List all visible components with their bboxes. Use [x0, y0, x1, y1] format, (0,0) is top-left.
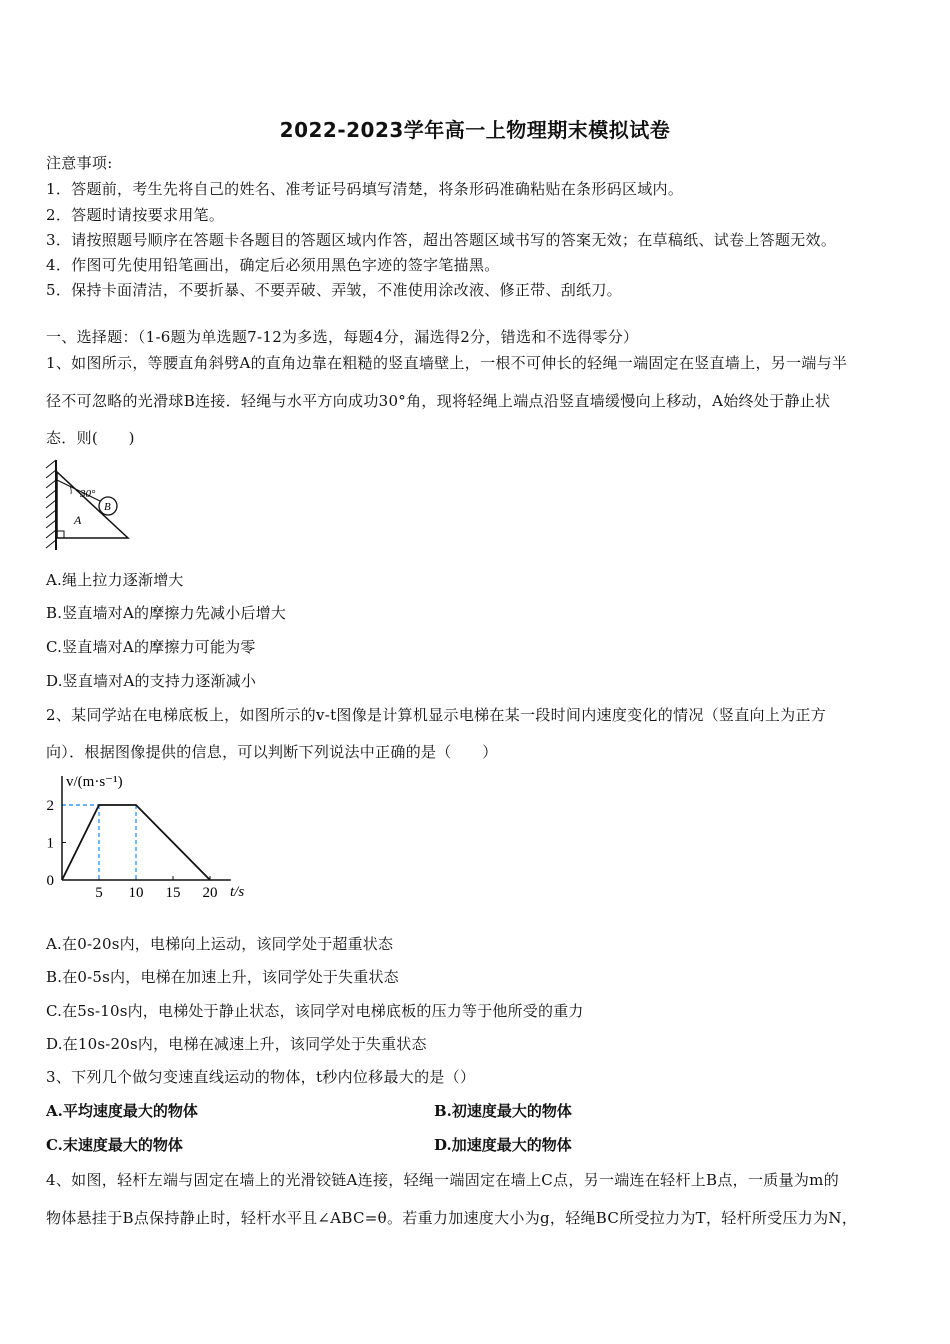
q1-stem-line: 径不可忽略的光滑球B连接．轻绳与水平方向成功30°角，现将轻绳上端点沿竖直墙缓慢向上移动，A始终处于静止状 — [46, 392, 831, 410]
q2-stem-line: 2、某同学站在电梯底板上，如图所示的v-t图像是计算机显示电梯在某一段时间内速度变化的情况（竖直向上为正方 — [46, 706, 827, 724]
y-tick-label: 2 — [46, 798, 54, 814]
notice-item: 2．答题时请按要求用笔。 — [46, 206, 225, 224]
q1-stem-line: 态．则( ) — [46, 429, 135, 447]
ball-label: B — [104, 501, 111, 513]
notice-heading: 注意事项: — [46, 154, 113, 172]
x-axis-label: t/s — [230, 884, 245, 900]
x-tick-label: 10 — [128, 885, 144, 901]
notice-item: 5．保持卡面清洁，不要折暴、不要弄破、弄皱，不准使用涂改液、修正带、刮纸刀。 — [46, 281, 622, 299]
vt-chart — [40, 770, 270, 904]
y-axis-label: v/(m·s⁻¹) — [66, 774, 123, 790]
q2-option-b[interactable]: B.在0-5s内，电梯在加速上升，该同学处于失重状态 — [46, 968, 399, 986]
q1-stem-line: 1、如图所示，等腰直角斜劈A的直角边靠在粗糙的竖直墙壁上，一根不可伸长的轻绳一端固定在竖直墙上，另一端与半 — [46, 354, 848, 372]
q1-option-d[interactable]: D.竖直墙对A的支持力逐渐减小 — [46, 672, 257, 690]
q4-stem-line: 4、如图，轻杆左端与固定在墙上的光滑铰链A连接，轻绳一端固定在墙上C点，另一端连在轻杆上B点，一质量为m的 — [46, 1171, 840, 1189]
q3-option-c[interactable]: C.末速度最大的物体 — [46, 1136, 183, 1154]
q2-option-a[interactable]: A.在0-20s内，电梯向上运动，该同学处于超重状态 — [46, 935, 394, 953]
q2-option-c[interactable]: C.在5s-10s内，电梯处于静止状态，该同学对电梯底板的压力等于他所受的重力 — [46, 1002, 584, 1020]
notice-item: 1．答题前，考生先将自己的姓名、准考证号码填写清楚，将条形码准确粘贴在条形码区域内。 — [46, 180, 684, 198]
section-heading: 一、选择题：（1-6题为单选题7-12为多选，每题4分，漏选得2分，错选和不选得零分） — [46, 328, 639, 346]
q3-option-d[interactable]: D.加速度最大的物体 — [434, 1136, 572, 1154]
x-tick-label: 5 — [95, 885, 103, 901]
right-angle-mark — [57, 531, 64, 538]
q3-stem-line: 3、下列几个做匀变速直线运动的物体，t秒内位移最大的是（） — [46, 1068, 476, 1086]
page-title: 2022-2023学年高一上物理期末模拟试卷 — [279, 118, 671, 142]
notice-item: 3．请按照题号顺序在答题卡各题目的答题区域内作答，超出答题区域书写的答案无效；在草稿纸、试卷上答题无效。 — [46, 231, 837, 249]
q1-figure — [40, 456, 132, 554]
q1-option-a[interactable]: A.绳上拉力逐渐增大 — [46, 571, 184, 589]
x-tick-label: 15 — [165, 885, 181, 901]
q1-option-c[interactable]: C.竖直墙对A的摩擦力可能为零 — [46, 638, 256, 656]
x-tick-label: 20 — [202, 885, 218, 901]
wall-hatching — [46, 460, 56, 548]
q4-stem-line: 物体悬挂于B点保持静止时，轻杆水平且∠ABC=θ。若重力加速度大小为g，轻绳BC所受拉力为T，轻杆所受压力为N， — [46, 1209, 858, 1227]
q2-option-d[interactable]: D.在10s-20s内，电梯在减速上升，该同学处于失重状态 — [46, 1035, 427, 1053]
q3-option-a[interactable]: A.平均速度最大的物体 — [46, 1102, 198, 1120]
q2-stem-line: 向）．根据图像提供的信息，可以判断下列说法中正确的是（ ） — [46, 743, 498, 761]
angle-label: 30° — [80, 488, 96, 500]
q3-option-b[interactable]: B.初速度最大的物体 — [434, 1102, 572, 1120]
q1-option-b[interactable]: B.竖直墙对A的摩擦力先减小后增大 — [46, 604, 287, 622]
y-tick-label: 0 — [46, 873, 54, 889]
notice-item: 4．作图可先使用铅笔画出，确定后必须用黑色字迹的签字笔描黑。 — [46, 256, 500, 274]
y-tick-label: 1 — [46, 835, 54, 852]
wedge-label: A — [74, 513, 82, 527]
